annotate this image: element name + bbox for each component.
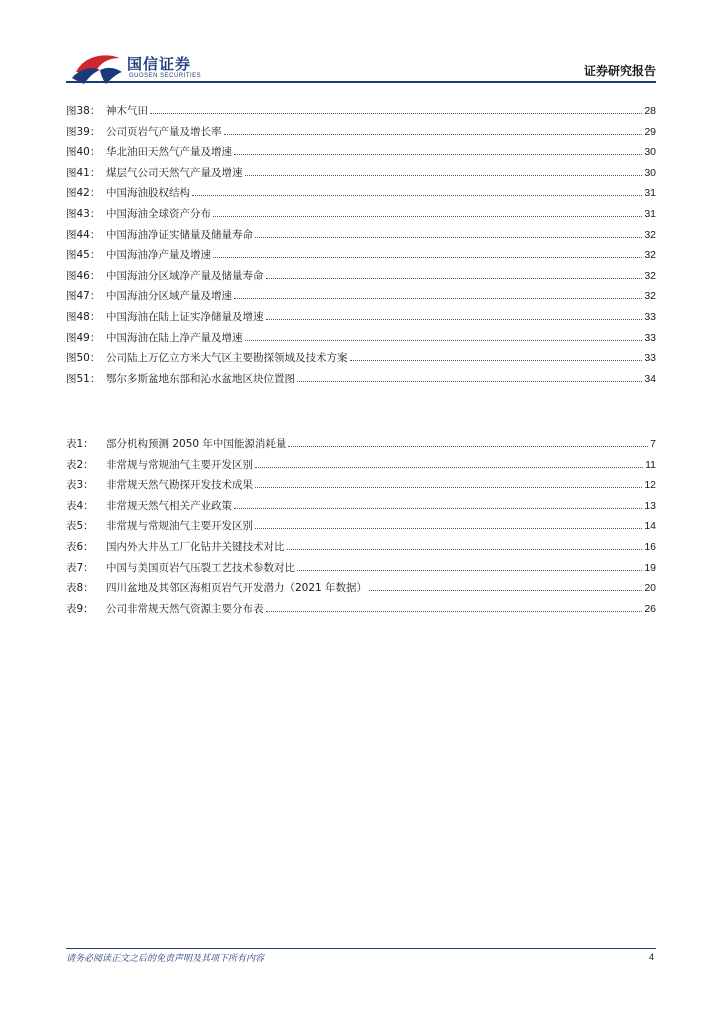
table-number: 表2： [66, 458, 94, 471]
table-entry[interactable] [66, 518, 656, 539]
table-title: 非常规天然气勘探开发技术成果 [106, 479, 253, 492]
dot-leader [255, 528, 642, 529]
dot-leader [245, 340, 643, 341]
figure-number: 图46： [66, 269, 101, 282]
figure-number: 图42： [66, 187, 101, 200]
figure-number: 图51： [66, 372, 101, 385]
dot-leader [255, 237, 642, 238]
figure-number: 图40： [66, 146, 101, 159]
table-page: 7 [650, 438, 656, 450]
figure-page: 30 [644, 166, 656, 179]
table-title: 公司非常规天然气资源主要分布表 [106, 602, 264, 615]
dot-leader [266, 611, 643, 612]
table-entry[interactable] [66, 436, 656, 457]
figure-number: 图47： [66, 290, 101, 303]
table-number: 表6： [66, 540, 94, 553]
dot-leader [266, 319, 643, 320]
dot-leader [234, 508, 642, 509]
table-page: 14 [644, 520, 656, 533]
figure-entry[interactable] [66, 206, 656, 227]
figure-page: 34 [644, 372, 656, 385]
table-index-list [66, 436, 656, 621]
table-title: 国内外大井丛工厂化钻井关键技术对比 [106, 540, 285, 553]
figure-entry[interactable] [66, 371, 656, 392]
figure-page: 32 [644, 249, 656, 262]
figure-page: 31 [644, 207, 656, 220]
table-number: 表3： [66, 479, 94, 492]
logo-chinese-name: 国信证券 [127, 55, 192, 73]
dot-leader [369, 590, 642, 591]
dot-leader [266, 278, 643, 279]
figure-index-list [66, 103, 656, 391]
dot-leader [255, 467, 643, 468]
dot-leader [192, 195, 642, 196]
figure-page: 28 [644, 105, 656, 117]
dot-leader [224, 134, 643, 135]
figure-title: 神木气田 [106, 105, 148, 117]
table-page: 26 [644, 602, 656, 615]
logo-english-name: GUOSEN SECURITIES [129, 73, 202, 79]
table-page: 12 [644, 479, 656, 492]
figure-page: 33 [644, 352, 656, 365]
figure-entry[interactable] [66, 165, 656, 186]
table-page: 16 [644, 540, 656, 553]
table-entry[interactable] [66, 539, 656, 560]
figure-number: 图48： [66, 310, 101, 323]
table-page: 20 [644, 582, 656, 595]
table-title: 中国与美国页岩气压裂工艺技术参数对比 [106, 561, 295, 574]
figure-entry[interactable] [66, 268, 656, 289]
figure-title: 中国海油分区域产量及增速 [106, 290, 232, 303]
dot-leader [255, 487, 642, 488]
table-entry[interactable] [66, 477, 656, 498]
table-title: 四川盆地及其邻区海相页岩气开发潜力（2021 年数据） [106, 582, 368, 595]
figure-title: 公司陆上万亿立方米大气区主要勘探领域及技术方案 [106, 352, 348, 365]
figure-page: 32 [644, 228, 656, 241]
figure-number: 图49： [66, 331, 101, 344]
figure-number: 图39： [66, 125, 101, 138]
figure-title: 华北油田天然气产量及增速 [106, 146, 232, 159]
dot-leader [245, 175, 643, 176]
dot-leader [297, 570, 642, 571]
figure-entry[interactable] [66, 124, 656, 145]
figure-page: 33 [644, 310, 656, 323]
table-title: 非常规与常规油气主要开发区别 [106, 458, 253, 471]
figure-page: 32 [644, 269, 656, 282]
dot-leader [150, 113, 642, 114]
report-type-label: 证券研究报告 [583, 64, 656, 78]
figure-number: 图50： [66, 352, 101, 365]
figure-title: 中国海油在陆上净产量及增速 [106, 331, 243, 344]
table-number: 表5： [66, 520, 94, 533]
header-divider [66, 81, 656, 83]
table-title: 非常规与常规油气主要开发区别 [106, 520, 253, 533]
figure-number: 图44： [66, 228, 101, 241]
table-number: 表7： [66, 561, 94, 574]
figure-page: 29 [644, 125, 656, 138]
figure-entry[interactable] [66, 350, 656, 371]
figure-number: 图45： [66, 249, 101, 262]
figure-entry[interactable] [66, 330, 656, 351]
dot-leader [287, 549, 643, 550]
table-number: 表1： [66, 438, 94, 450]
table-title: 非常规天然气相关产业政策 [106, 499, 232, 512]
dot-leader [213, 216, 642, 217]
figure-page: 31 [644, 187, 656, 200]
figure-title: 公司页岩气产量及增长率 [106, 125, 222, 138]
table-page: 11 [645, 458, 656, 471]
table-entry[interactable] [66, 580, 656, 601]
dot-leader [297, 381, 642, 382]
table-page: 13 [644, 499, 656, 512]
dot-leader [234, 154, 642, 155]
table-title: 部分机构预测 2050 年中国能源消耗量 [106, 438, 287, 450]
figure-page: 32 [644, 290, 656, 303]
figure-title: 煤层气公司天然气产量及增速 [106, 166, 243, 179]
figure-entry[interactable] [66, 185, 656, 206]
figure-number: 图38： [66, 105, 101, 117]
footer-disclaimer: 请务必阅读正文之后的免责声明及其项下所有内容 [66, 954, 265, 964]
dot-leader [350, 360, 643, 361]
figure-page: 33 [644, 331, 656, 344]
figure-entry[interactable] [66, 247, 656, 268]
figure-number: 图43： [66, 207, 101, 220]
dot-leader [213, 257, 642, 258]
figure-title: 中国海油股权结构 [106, 187, 190, 200]
table-entry[interactable] [66, 560, 656, 581]
table-number: 表4： [66, 499, 94, 512]
table-number: 表8： [66, 582, 94, 595]
table-number: 表9： [66, 602, 94, 615]
figure-title: 中国海油净产量及增速 [106, 249, 211, 262]
dot-leader [288, 446, 648, 447]
figure-title: 中国海油全球资产分布 [106, 207, 211, 220]
table-entry[interactable] [66, 601, 656, 622]
figure-number: 图41： [66, 166, 101, 179]
table-entry[interactable] [66, 498, 656, 519]
figure-title: 鄂尔多斯盆地东部和沁水盆地区块位置图 [106, 372, 295, 385]
figure-page: 30 [644, 146, 656, 159]
figure-title: 中国海油分区域净产量及储量寿命 [106, 269, 264, 282]
table-page: 19 [644, 561, 656, 574]
figure-title: 中国海油净证实储量及储量寿命 [106, 228, 253, 241]
figure-title: 中国海油在陆上证实净储量及增速 [106, 310, 264, 323]
footer-divider [66, 948, 656, 949]
figure-entry[interactable] [66, 288, 656, 309]
figure-entry[interactable] [66, 144, 656, 165]
figure-entry[interactable] [66, 309, 656, 330]
figure-entry[interactable] [66, 227, 656, 248]
figure-entry[interactable] [66, 103, 656, 124]
table-entry[interactable] [66, 457, 656, 478]
dot-leader [234, 298, 642, 299]
page-number: 4 [648, 952, 654, 962]
